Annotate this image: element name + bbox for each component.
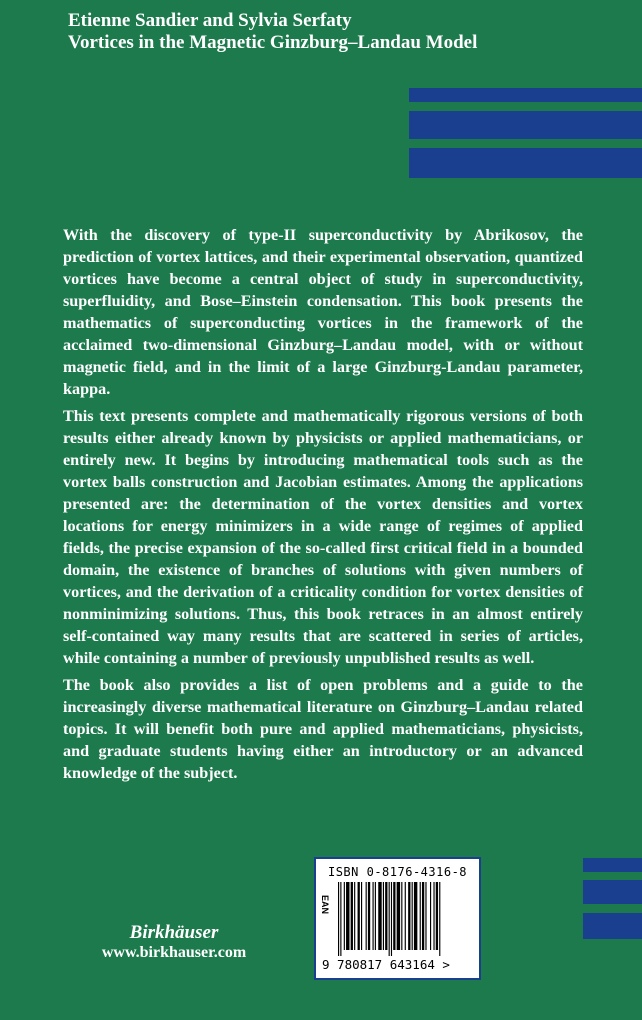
- isbn-text: ISBN 0-8176-4316-8: [327, 865, 468, 879]
- blurb: [63, 224, 583, 789]
- barcode-bar: [420, 882, 421, 950]
- barcode-bar: [340, 882, 341, 956]
- barcode-bars: [336, 882, 476, 956]
- barcode-bar: [375, 882, 376, 950]
- blurb-paragraph: With the discovery of type-II superconductivity by Abrikosov, the prediction of vortex lattices, and their experimental observation, quantized vortices have become a central object of study in superconductivity, superfluidity, and Bose–Einstein condensation. This book presents the mathematics of superconducting vortices in the framework of the acclaimed two-dimensional Ginzburg–Landau model, with or without magnetic field, and in the limit of a large Ginzburg-Landau parameter, kappa.: [63, 226, 583, 398]
- barcode-bar: [422, 882, 424, 950]
- blurb-paragraph: This text presents complete and mathematically rigorous versions of both results either already known by physicists or applied mathematicians, or entirely new. It begins by introducing mathematical tools such as the vortex balls construction and Jacobian estimates. Among the applications presented are: the determination of the vortex densities and vortex locations for energy minimizers in a wide range of regimes of applied fields, the precise expansion of the so-called first critical field in a bounded domain, the existence of branches of solutions with given numbers of vortices, and the derivation of a criticality condition for vortex densities of nonminimizing solutions. Thus, this book retraces in an almost entirely self-contained way many results that are scattered in series of articles, while containing a number of previously unpublished results as well.: [63, 407, 583, 667]
- barcode-bar: [385, 882, 387, 950]
- barcode-bar: [405, 882, 406, 950]
- barcode-bar: [391, 882, 392, 956]
- ean-label: EAN: [320, 895, 330, 915]
- barcode-bar: [408, 882, 410, 950]
- barcode-bar: [414, 882, 417, 950]
- barcode-bar: [433, 882, 434, 950]
- barcode-bar: [354, 882, 355, 950]
- authors: Etienne Sandier and Sylvia Serfaty: [68, 10, 352, 31]
- publisher-name: Birkhäuser: [129, 922, 219, 943]
- decorative-stripe: [583, 858, 642, 872]
- ean-digits: 9 780817 643164 >: [322, 957, 450, 972]
- barcode-bar: [361, 882, 362, 950]
- barcode-bar: [425, 882, 426, 950]
- decorative-stripe: [409, 148, 642, 178]
- barcode-bar: [351, 882, 353, 950]
- barcode-bar: [397, 882, 400, 950]
- barcode-bar: [346, 882, 349, 950]
- decorative-stripe: [409, 111, 642, 139]
- barcode-bar: [383, 882, 384, 950]
- barcode-bar: [412, 882, 413, 950]
- barcode-bar: [338, 882, 339, 956]
- barcode-bar: [366, 882, 367, 950]
- publisher-url: www.birkhauser.com: [101, 944, 247, 961]
- book-title: Vortices in the Magnetic Ginzburg–Landau Model: [68, 32, 478, 53]
- barcode-bar: [378, 882, 381, 950]
- barcode-bar: [430, 882, 431, 950]
- barcode-bar: [439, 882, 440, 956]
- decorative-stripe: [409, 88, 642, 102]
- barcode-bar: [344, 882, 345, 950]
- blurb-paragraph: The book also provides a list of open problems and a guide to the increasingly diverse mathematical literature on Ginzburg–Landau related topics. It will benefit both pure and applied mathematicians, physicists, and graduate students having either an introductory or an advanced knowledge of the subject.: [63, 676, 583, 782]
- barcode-bar: [373, 882, 374, 950]
- barcode-bar: [393, 882, 395, 950]
- barcode-bar: [401, 882, 402, 950]
- barcode-bar: [389, 882, 390, 956]
- decorative-stripe: [583, 880, 642, 904]
- barcode-bar: [436, 882, 438, 950]
- decorative-stripe: [583, 913, 642, 939]
- barcode-bar: [358, 882, 360, 950]
- barcode-bar: [368, 882, 370, 950]
- barcode-box: [314, 857, 481, 980]
